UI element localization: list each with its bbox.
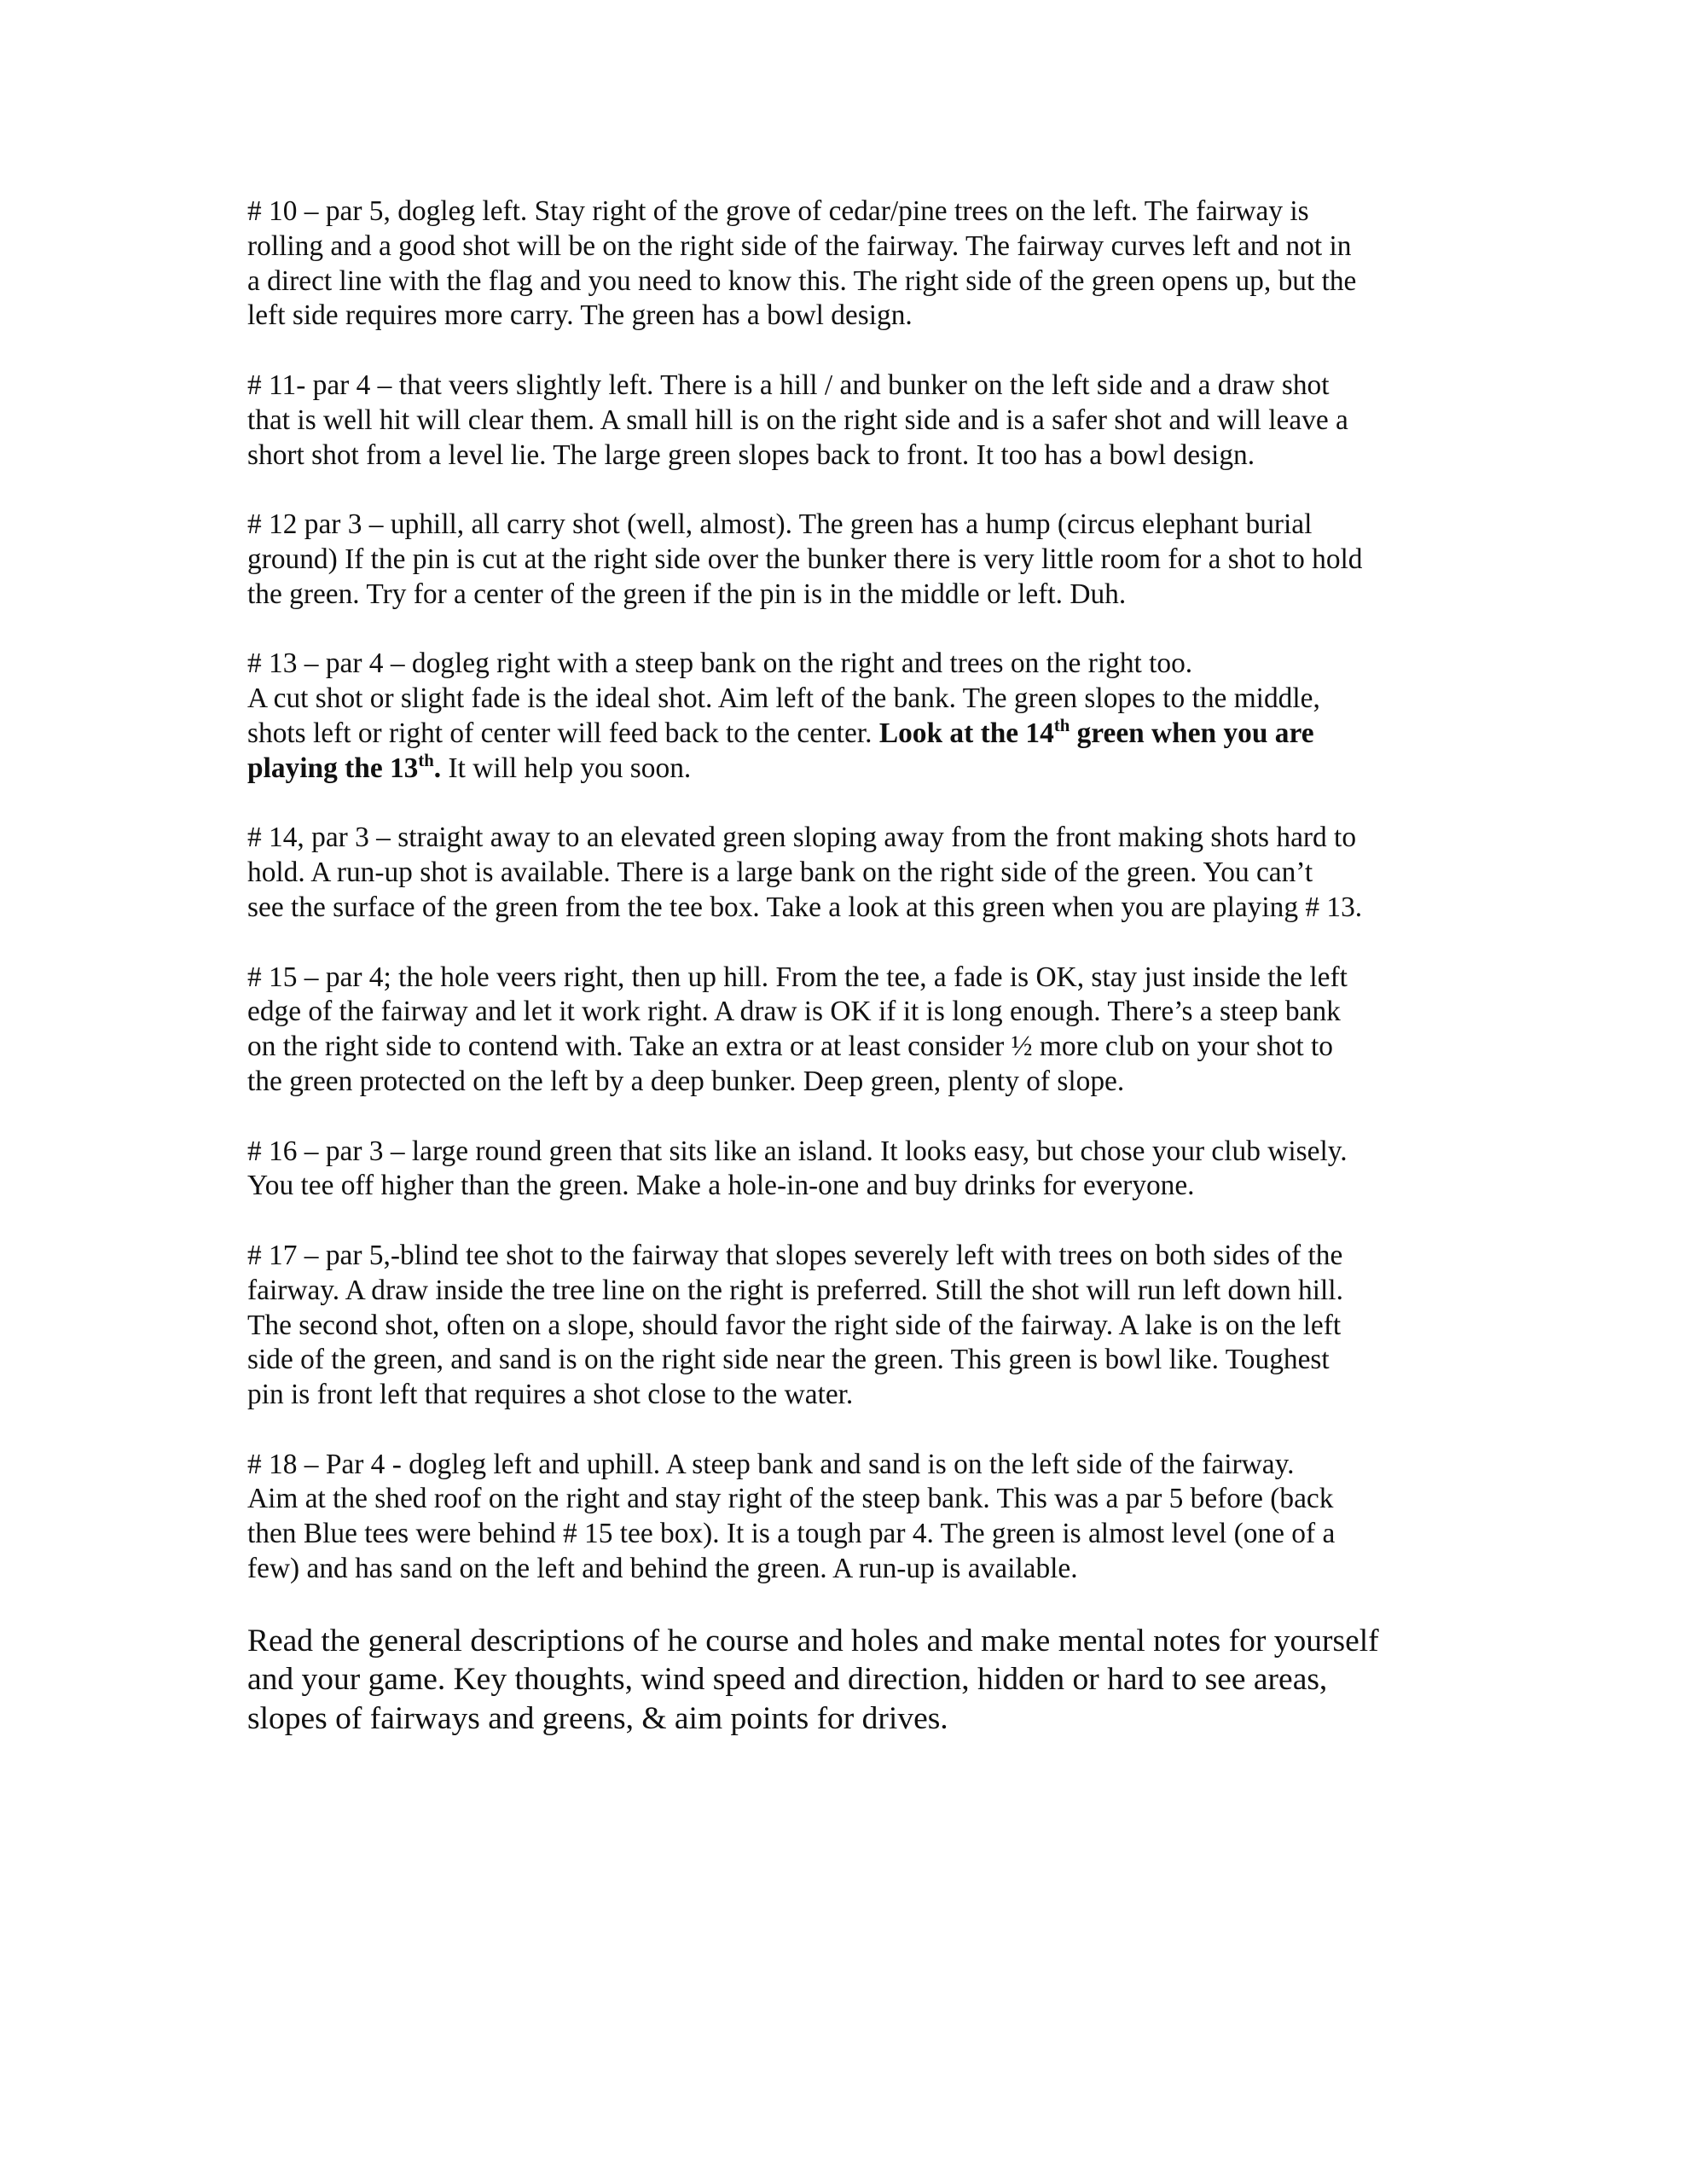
text-line: # 13 – par 4 – dogleg right with a steep bank on the right and trees on the right too.	[247, 648, 1193, 680]
text-line: that is well hit will clear them. A small hill is on the right side and is a safer shot and will leave a	[247, 404, 1348, 436]
text-line: few) and has sand on the left and behind the green. A run-up is available.	[247, 1553, 1078, 1585]
text-line: short shot from a level lie. The large green slopes back to front. It too has a bowl design.	[247, 439, 1255, 471]
hole-10-description	[247, 195, 1458, 334]
text-line: ground) If the pin is cut at the right side over the bunker there is very little room for a shot to hold	[247, 543, 1363, 575]
bold-text	[879, 717, 1314, 749]
text-line: edge of the fairway and let it work right. A draw is OK if it is long enough. There’s a steep bank	[247, 996, 1341, 1028]
text-line: on the right side to contend with. Take an extra or at least consider ½ more club on your shot to	[247, 1031, 1334, 1063]
text-line: # 17 – par 5,-blind tee shot to the fairway that slopes severely left with trees on both sides of the	[247, 1239, 1343, 1271]
bold-text-part: .	[433, 752, 442, 784]
hole-11-description	[247, 369, 1458, 473]
hole-14-description	[247, 821, 1458, 925]
text-line: hold. A run-up shot is available. There is a large bank on the right side of the green. You can’t	[247, 857, 1313, 889]
hole-17-description	[247, 1239, 1458, 1413]
text-line: a direct line with the flag and you need to know this. The right side of the green opens up, but the	[247, 264, 1357, 297]
text-line: fairway. A draw inside the tree line on the right is preferred. Still the shot will run left down hill.	[247, 1274, 1343, 1306]
text-line: # 11- par 4 – that veers slightly left. There is a hill / and bunker on the left side and a draw shot	[247, 369, 1330, 401]
text-line: # 18 – Par 4 - dogleg left and uphill. A steep bank and sand is on the left side of the fairway.	[247, 1448, 1295, 1480]
text-line: side of the green, and sand is on the right side near the green. This green is bowl like. Toughest	[247, 1344, 1330, 1376]
text-line: The second shot, often on a slope, should favor the right side of the fairway. A lake is on the left	[247, 1309, 1342, 1341]
text-line: # 16 – par 3 – large round green that sits like an island. It looks easy, but chose your club wisely.	[247, 1135, 1348, 1167]
superscript: th	[418, 751, 434, 770]
text-line: Aim at the shed roof on the right and stay right of the steep bank. This was a par 5 before (back	[247, 1483, 1334, 1515]
text-line: pin is front left that requires a shot close to the water.	[247, 1379, 854, 1411]
text-line: and your game. Key thoughts, wind speed and direction, hidden or hard to see areas,	[247, 1662, 1328, 1698]
text-line: A cut shot or slight fade is the ideal shot. Aim left of the bank. The green slopes to the middle,	[247, 682, 1320, 715]
text-line: the green. Try for a center of the green if the pin is in the middle or left. Duh.	[247, 578, 1127, 610]
text-line: see the surface of the green from the tee box. Take a look at this green when you are playing # 13.	[247, 891, 1363, 923]
bold-text-part: green when you are	[1070, 717, 1314, 749]
text-line: # 14, par 3 – straight away to an elevated green sloping away from the front making shots hard to	[247, 822, 1357, 854]
superscript: th	[1053, 717, 1070, 736]
text-line: You tee off higher than the green. Make a hole-in-one and buy drinks for everyone.	[247, 1170, 1195, 1202]
text-line: left side requires more carry. The green has a bowl design.	[247, 299, 913, 332]
hole-18-description	[247, 1448, 1458, 1587]
text-line: slopes of fairways and greens, & aim points for drives.	[247, 1700, 948, 1736]
text-line: the green protected on the left by a deep bunker. Deep green, plenty of slope.	[247, 1065, 1125, 1097]
hole-12-description	[247, 508, 1458, 612]
text-line: # 12 par 3 – uphill, all carry shot (well, almost). The green has a hump (circus elephant burial	[247, 508, 1313, 541]
hole-16-description	[247, 1135, 1458, 1205]
bold-text-part: playing the 13	[247, 752, 419, 784]
text-line: # 10 – par 5, dogleg left. Stay right of the grove of cedar/pine trees on the left. The fairway is	[247, 195, 1309, 227]
plain-text: It will help you soon.	[441, 752, 692, 784]
text-line: then Blue tees were behind # 15 tee box). It is a tough par 4. The green is almost level (one of a	[247, 1518, 1336, 1550]
closing-note	[247, 1622, 1458, 1739]
text-line	[247, 752, 1458, 787]
plain-text: shots left or right of center will feed back to the center.	[247, 717, 879, 749]
bold-text	[247, 752, 441, 784]
text-line: Read the general descriptions of he course and holes and make mental notes for yourself	[247, 1623, 1379, 1658]
text-line: rolling and a good shot will be on the right side of the fairway. The fairway curves left and not in	[247, 229, 1352, 262]
text-line	[247, 717, 1458, 752]
bold-text-part: Look at the 14	[878, 717, 1054, 749]
hole-13-description	[247, 647, 1458, 786]
hole-15-description	[247, 961, 1458, 1100]
text-line: # 15 – par 4; the hole veers right, then up hill. From the tee, a fade is OK, stay just inside the left	[247, 961, 1348, 993]
document-body	[247, 195, 1458, 1773]
